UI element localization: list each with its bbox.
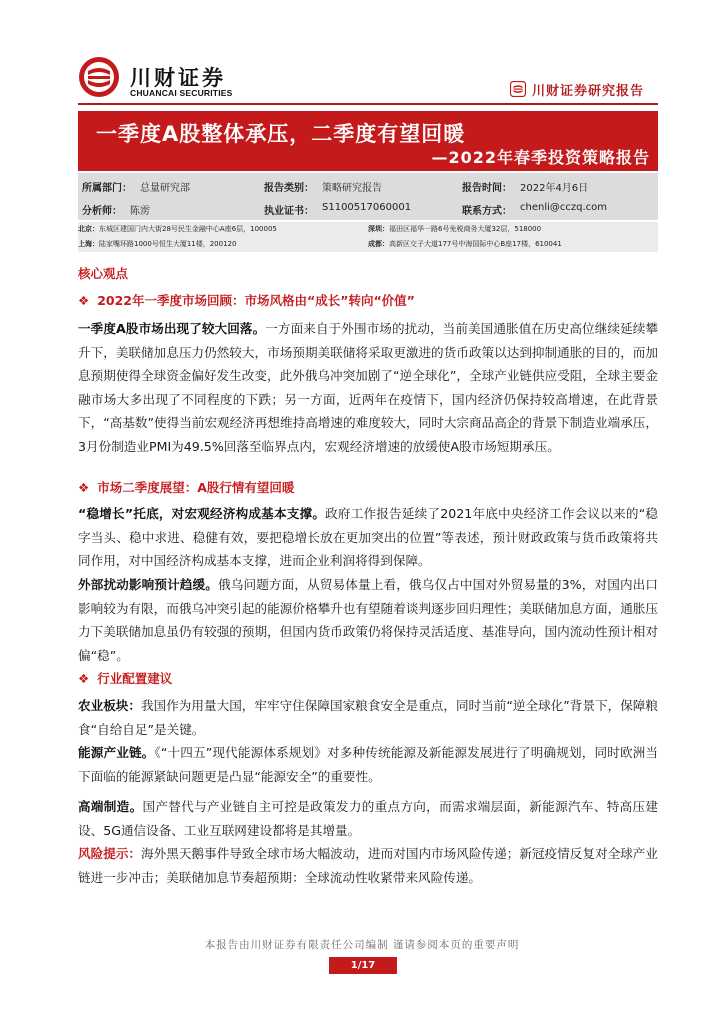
brand-name-en: CHUANCAI SECURITIES	[130, 88, 233, 98]
time-label: 报告时间：	[462, 183, 512, 194]
paragraph-q1-review: 一季度A股市场出现了较大回落。一方面来自于外围市场的扰动，当前美国通胀值在历史高位继续延续攀升下，美联储加息压力仍然较大，市场预期美联储将采取更激进的货币政策以达到抑制通胀的目的，而加息预期使得全球资金偏好发生改变，此外俄乌冲突加剧了“逆全球化”，全球产业链供应受阻，全球主要金融市场大多出现了不同程度的下跌；另一方面，近两年在疫情下，国内经济仍保持较高增速，在此背景下，“高基数”使得当前宏观经济再想维持高增速的难度较大，同时大宗商品高企的背景下制造业端承压，3月份制造业PMI为49.5%回落至临界点内，宏观经济增速的放缓使A股市场短期承压。	[78, 321, 659, 454]
dept-label: 所属部门：	[82, 183, 132, 194]
brand-name-cn: 川财证券	[130, 66, 226, 90]
footer-disclaimer: 本报告由川财证券有限责任公司编制 谨请参阅本页的重要声明	[204, 939, 520, 951]
info-row-2	[78, 202, 658, 220]
info-row-1	[78, 179, 658, 197]
dept-value: 总量研究部	[140, 183, 190, 194]
chengdu-address: 成都：高新区交子大道177号中海国际中心B座17楼，610041	[368, 240, 562, 248]
chuancai-small-logo-icon	[510, 81, 526, 97]
office-addresses	[78, 222, 658, 252]
diamond-bullet-icon: ❖	[78, 480, 90, 495]
paragraph-stable-growth: “稳增长”托底，对宏观经济构成基本支撑。政府工作报告延续了2021年底中央经济工作会议以来的“稳字当头、稳中求进、稳健有效，要把稳增长放在更加突出的位置”等表述，预计财政政策与货币政策将共同作用，对中国经济构成基本支撑，进而企业利润将得到保障。	[78, 506, 659, 568]
contact-value: chenli@cczq.com	[520, 202, 608, 213]
report-series-label: 川财证券研究报告	[532, 84, 645, 99]
cert-value: S1100517060001	[322, 202, 412, 213]
chuancai-logo-icon	[78, 56, 120, 98]
report-title: 一季度A股整体承压，二季度有望回暖	[96, 122, 466, 146]
section-heading-industry-allocation: ❖ 行业配置建议	[78, 671, 173, 686]
beijing-address: 北京：东城区建国门内大街28号民生金融中心A座6层，100005	[78, 225, 277, 233]
section-heading-q2-outlook: ❖ 市场二季度展望：A股行情有望回暖	[78, 480, 295, 495]
cert-label: 执业证书：	[264, 206, 314, 217]
paragraph-agriculture: 农业板块：我国作为用量大国，牢牢守住保障国家粮食安全是重点，同时当前“逆全球化”背景下，保障粮食“自给自足”是关键。	[78, 698, 658, 737]
time-value: 2022年4月6日	[520, 183, 589, 194]
report-subtitle: —2022年春季投资策略报告	[431, 148, 650, 167]
analyst-value: 陈雳	[130, 206, 150, 217]
diamond-bullet-icon: ❖	[78, 293, 90, 308]
shenzhen-address: 深圳：福田区福华一路6号免税商务大厦32层，518000	[368, 225, 542, 233]
paragraph-risk-warning: 风险提示：海外黑天鹅事件导致全球市场大幅波动，进而对国内市场风险传递；新冠疫情反复对全球产业链进一步冲击；美联储加息节奏超预期：全球流动性收紧带来风险传递。	[78, 846, 659, 885]
analyst-label: 分析师：	[82, 206, 122, 217]
page-number: 1/17	[329, 957, 397, 974]
type-label: 报告类别：	[264, 183, 314, 194]
title-banner	[78, 111, 658, 171]
paragraph-external-disturbance: 外部扰动影响预计趋缓。俄乌问题方面，从贸易体量上看，俄乌仅占中国对外贸易量的3%，对国内出口影响较为有限，而俄乌冲突引起的能源价格攀升也有望随着谈判逐步回归理性；美联储加息方面，通胀压力下美联储加息虽仍有较强的预期，但国内货币政策仍将保持灵活适度、基准导向，国内流动性预计相对偏“稳”。	[78, 577, 659, 663]
diamond-bullet-icon: ❖	[78, 671, 90, 686]
paragraph-energy: 能源产业链。《“十四五”现代能源体系规划》对多种传统能源及新能源发展进行了明确规划，同时欧洲当下面临的能源紧缺问题更是凸显“能源安全”的重要性。	[78, 745, 659, 784]
header-divider	[78, 103, 658, 105]
contact-label: 联系方式：	[462, 206, 512, 217]
shanghai-address: 上海：陆家嘴环路1000号恒生大厦11楼，200120	[78, 240, 237, 248]
type-value: 策略研究报告	[322, 183, 382, 194]
report-info-block	[78, 173, 658, 220]
core-views-heading: 核心观点	[78, 266, 129, 281]
paragraph-high-end-manufacturing: 高端制造。国产替代与产业链自主可控是政策发力的重点方向，而需求端层面，新能源汽车、特高压建设、5G通信设备、工业互联网建设都将是其增量。	[78, 799, 659, 838]
section-heading-q1-review: ❖ 2022年一季度市场回顾：市场风格由“成长”转向“价值”	[78, 293, 415, 308]
